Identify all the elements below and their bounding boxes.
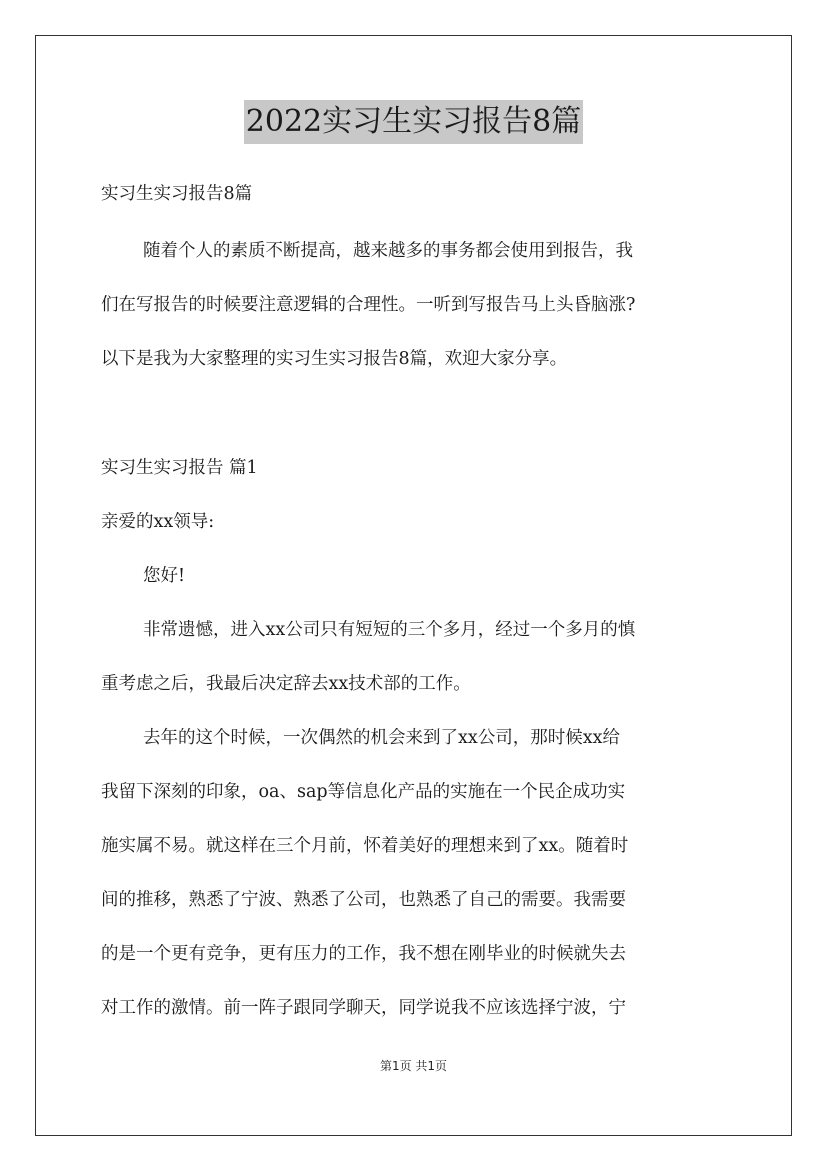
para1-line-1: 非常遗憾，进入xx公司只有短短的三个多月，经过一个多月的慎 — [143, 620, 636, 640]
intro-line-2: 们在写报告的时候要注意逻辑的合理性。一听到写报告马上头昏脑涨? — [101, 295, 636, 315]
section-heading: 实习生实习报告 篇1 — [101, 458, 258, 478]
para2-line-3: 施实属不易。就这样在三个月前，怀着美好的理想来到了xx。随着时 — [101, 836, 629, 856]
document-subtitle: 实习生实习报告8篇 — [101, 184, 253, 204]
document-title: 2022实习生实习报告8篇 — [244, 100, 583, 144]
para2-line-5: 的是一个更有竞争，更有压力的工作，我不想在刚毕业的时候就失去 — [101, 944, 626, 964]
para2-line-4: 间的推移，熟悉了宁波、熟悉了公司，也熟悉了自己的需要。我需要 — [101, 890, 626, 910]
salutation: 亲爱的xx领导: — [101, 512, 215, 532]
intro-line-1: 随着个人的素质不断提高，越来越多的事务都会使用到报告，我 — [143, 241, 633, 261]
para2-line-6: 对工作的激情。前一阵子跟同学聊天，同学说我不应该选择宁波，宁 — [101, 998, 626, 1018]
para1-line-2: 重考虑之后，我最后决定辞去xx技术部的工作。 — [101, 674, 471, 694]
title-wrap — [0, 100, 827, 144]
para2-line-2: 我留下深刻的印象，oa、sap等信息化产品的实施在一个民企成功实 — [101, 782, 626, 802]
para2-line-1: 去年的这个时候，一次偶然的机会来到了xx公司，那时候xx给 — [143, 728, 620, 748]
page-footer: 第1页 共1页 — [379, 1059, 448, 1073]
intro-line-3: 以下是我为大家整理的实习生实习报告8篇，欢迎大家分享。 — [101, 349, 568, 369]
greeting: 您好! — [143, 566, 186, 586]
